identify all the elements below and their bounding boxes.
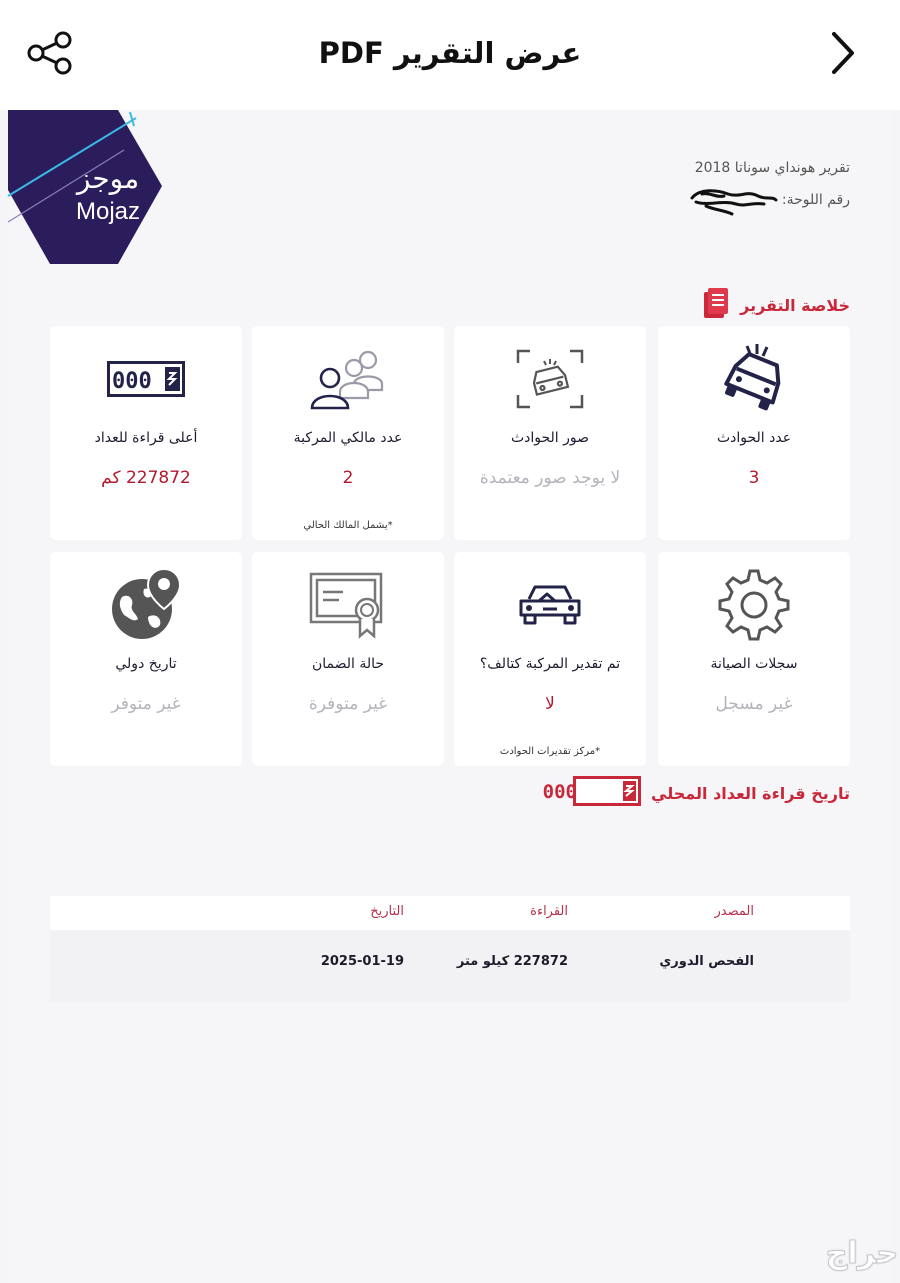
table-header bbox=[50, 896, 850, 930]
page-title: عرض التقرير PDF bbox=[318, 36, 582, 70]
report-document bbox=[8, 110, 892, 1283]
cell-source: الفحص الدوري bbox=[659, 954, 754, 969]
svg-text:000: 000 bbox=[542, 781, 578, 803]
summary-cards bbox=[50, 326, 850, 768]
odometer-icon bbox=[50, 344, 242, 414]
card-value: لا يوجد صور معتمدة bbox=[479, 468, 621, 488]
column-header-source: المصدر bbox=[714, 904, 754, 919]
card-title: حالة الضمان bbox=[311, 656, 385, 672]
report-title: تقرير هونداي سوناتا 2018 bbox=[694, 160, 850, 176]
card-value: غير متوفر bbox=[111, 694, 181, 714]
brand-logo bbox=[8, 110, 178, 270]
card-title: صور الحوادث bbox=[510, 430, 590, 446]
summary-heading-label: خلاصة التقرير bbox=[740, 295, 850, 315]
odometer-history-label: تاريخ قراءة العداد المحلي bbox=[651, 783, 850, 803]
card-title: أعلى قراءة للعداد bbox=[94, 430, 198, 446]
back-chevron-icon[interactable] bbox=[822, 28, 864, 78]
card-total-loss[interactable] bbox=[454, 552, 646, 766]
svg-text:000: 000 bbox=[112, 369, 152, 394]
card-accident-photos[interactable] bbox=[454, 326, 646, 540]
card-maintenance-records[interactable] bbox=[658, 552, 850, 766]
card-highest-odometer[interactable] bbox=[50, 326, 242, 540]
card-title: تاريخ دولي bbox=[115, 656, 177, 672]
report-doc-icon bbox=[702, 286, 730, 324]
card-title: عدد مالكي المركبة bbox=[293, 430, 403, 446]
table-row bbox=[50, 930, 850, 1002]
column-header-reading: القراءة bbox=[530, 904, 568, 919]
card-title: عدد الحوادث bbox=[716, 430, 792, 446]
column-header-date: التاريخ bbox=[370, 904, 404, 919]
card-value: غير مسجل bbox=[715, 694, 793, 714]
card-note: *مركز تقديرات الحوادث bbox=[499, 746, 601, 757]
plate-label: رقم اللوحة: bbox=[781, 192, 850, 208]
redaction-scribble bbox=[688, 180, 778, 220]
card-value: غير متوفرة bbox=[308, 694, 388, 714]
card-value: 2 bbox=[342, 468, 354, 488]
card-warranty-status[interactable] bbox=[252, 552, 444, 766]
owners-icon bbox=[252, 344, 444, 414]
car-accident-icon bbox=[658, 344, 850, 414]
card-title: تم تقدير المركبة كتالف؟ bbox=[479, 656, 621, 672]
cell-date: 2025-01-19 bbox=[320, 954, 404, 969]
odometer-table bbox=[50, 896, 850, 1002]
card-note: *يشمل المالك الحالي bbox=[303, 520, 393, 531]
app-header bbox=[0, 0, 900, 110]
cell-reading: 227872 كيلو متر bbox=[456, 954, 568, 969]
card-title: سجلات الصيانة bbox=[710, 656, 798, 672]
card-value: 3 bbox=[748, 468, 760, 488]
brand-name-en: Mojaz bbox=[75, 198, 141, 225]
globe-pin-icon bbox=[50, 570, 242, 640]
accident-photo-icon bbox=[454, 344, 646, 414]
odometer-history-heading bbox=[542, 776, 850, 810]
odometer-icon bbox=[542, 776, 641, 810]
card-value: لا bbox=[545, 694, 555, 714]
card-international-history[interactable] bbox=[50, 552, 242, 766]
card-owners-count[interactable] bbox=[252, 326, 444, 540]
brand-name-ar: موجز bbox=[76, 162, 140, 195]
card-accidents-count[interactable] bbox=[658, 326, 850, 540]
watermark: حراج bbox=[825, 1236, 898, 1271]
certificate-icon bbox=[252, 570, 444, 640]
gear-icon bbox=[658, 570, 850, 640]
card-value: 227872 كم bbox=[101, 468, 191, 488]
summary-heading bbox=[702, 286, 850, 324]
damaged-car-icon bbox=[454, 570, 646, 640]
